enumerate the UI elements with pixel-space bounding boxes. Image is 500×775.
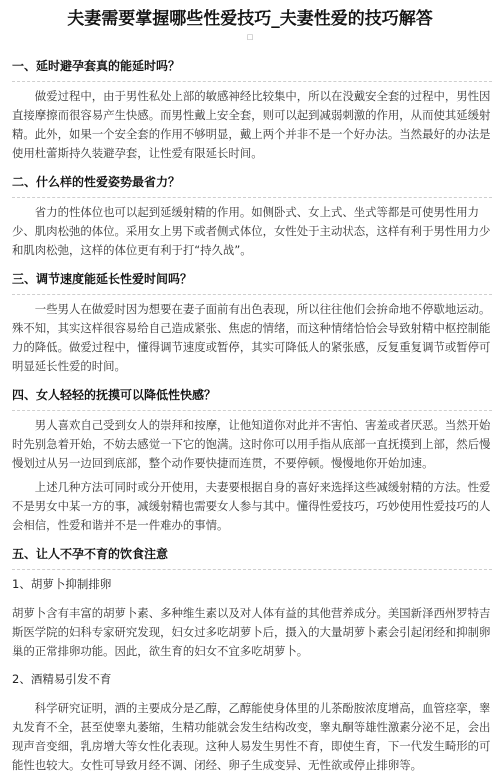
subheading-carrot: 1、胡萝卜抑制排卵 — [12, 577, 112, 591]
article-title: 夫妻需要掌握哪些性爱技巧_夫妻性爱的技巧解答 — [67, 9, 433, 29]
article-body — [0, 41, 500, 775]
alcohol-paragraph: 科学研究证明，酒的主要成分是乙醇，乙醇能使身体里的儿茶酚胺浓度增高，血管痉挛，睾丸发育不全，甚至使睾丸萎缩，生精功能就会发生结构改变，睾丸酮等雄性激素分泌不足，会出现声音变细，乳房增大等女性化表现。这种人易发生男性不育，即使生育，下一代发生畸形的可能性也较大。女性可导致月经不调、闭经、卵子生成变异、无性欲或停止排卵等。 — [12, 701, 491, 772]
section-heading-5: 五、让人不孕不育的饮食注意 — [12, 539, 492, 570]
section-4-paragraph-2: 上述几种方法可同时或分开使用，夫妻要根据自身的喜好来选择这些减缓射精的方法。性爱不是男女中某一方的事，减缓射精也需要女人参与其中。懂得性爱技巧，巧妙使用性爱技巧的人会相信，性爱和谐并不是一件难办的事情。 — [12, 480, 491, 532]
section-4-paragraph-1: 男人喜欢自己受到女人的崇拜和按摩，让他知道你对此并不害怕、害羞或者厌恶。当然开始时先别急着开始，不妨去感觉一下它的饱满。这时你可以用手指从底部一直抚摸到上部，然后慢慢划过从另一边回到底部，整个动作要快捷而连贯，不要停顿。慢慢地你开始加速。 — [12, 418, 491, 470]
section-heading-1: 一、延时避孕套真的能延时吗？ — [12, 51, 492, 82]
section-heading-3: 三、调节速度能延长性爱时间吗？ — [12, 264, 492, 295]
section-2-paragraph: 省力的性体位也可以起到延缓射精的作用。如侧卧式、女上式、坐式等都是可使男性用力少、肌肉松弛的体位。采用女上男下或者侧式体位，女性处于主动状态，这样有利于男性用力少和肌肉松弛，这样的体位更有利于打“持久战”。 — [12, 205, 491, 257]
section-3-paragraph: 一些男人在做爱时因为想要在妻子面前有出色表现，所以往往他们会拚命地不停歇地运动。殊不知，其实这样很容易给自己造成紧张、焦虑的情绪，而这种情绪恰恰会导致射精中枢控制能力的降低。做爱过程中，懂得调节速度或暂停，其实可降低人的紧张感，反复重复调节或暂停可明显延长性爱的时间。 — [12, 302, 491, 373]
section-1-paragraph: 做爱过程中，由于男性私处上部的敏感神经比较集中，所以在没戴安全套的过程中，男性因直接摩擦而很容易产生快感。而男性戴上安全套，则可以起到减弱刺激的作用，从而使其延缓射精。此外，如果一个安全套的作用不够明显，戴上两个并非不是一个好办法。当然最好的办法是使用杜蕾斯持久装避孕套，让性爱有限延长时间。 — [12, 89, 491, 160]
carrot-paragraph: 胡萝卜含有丰富的胡萝卜素、多种维生素以及对人体有益的其他营养成分。美国新泽西州罗特吉斯医学院的妇科专家研究发现，妇女过多吃胡萝卜后，摄入的大量胡萝卜素会引起闭经和抑制卵巢的正常排卵功能。因此，欲生育的妇女不宜多吃胡萝卜。 — [12, 606, 491, 658]
section-heading-4: 四、女人轻轻的抚摸可以降低性快感？ — [12, 380, 492, 411]
title-marker: □ — [246, 33, 254, 41]
section-heading-2: 二、什么样的性爱姿势最省力？ — [12, 167, 492, 198]
subheading-alcohol: 2、酒精易引发不育 — [12, 672, 112, 686]
